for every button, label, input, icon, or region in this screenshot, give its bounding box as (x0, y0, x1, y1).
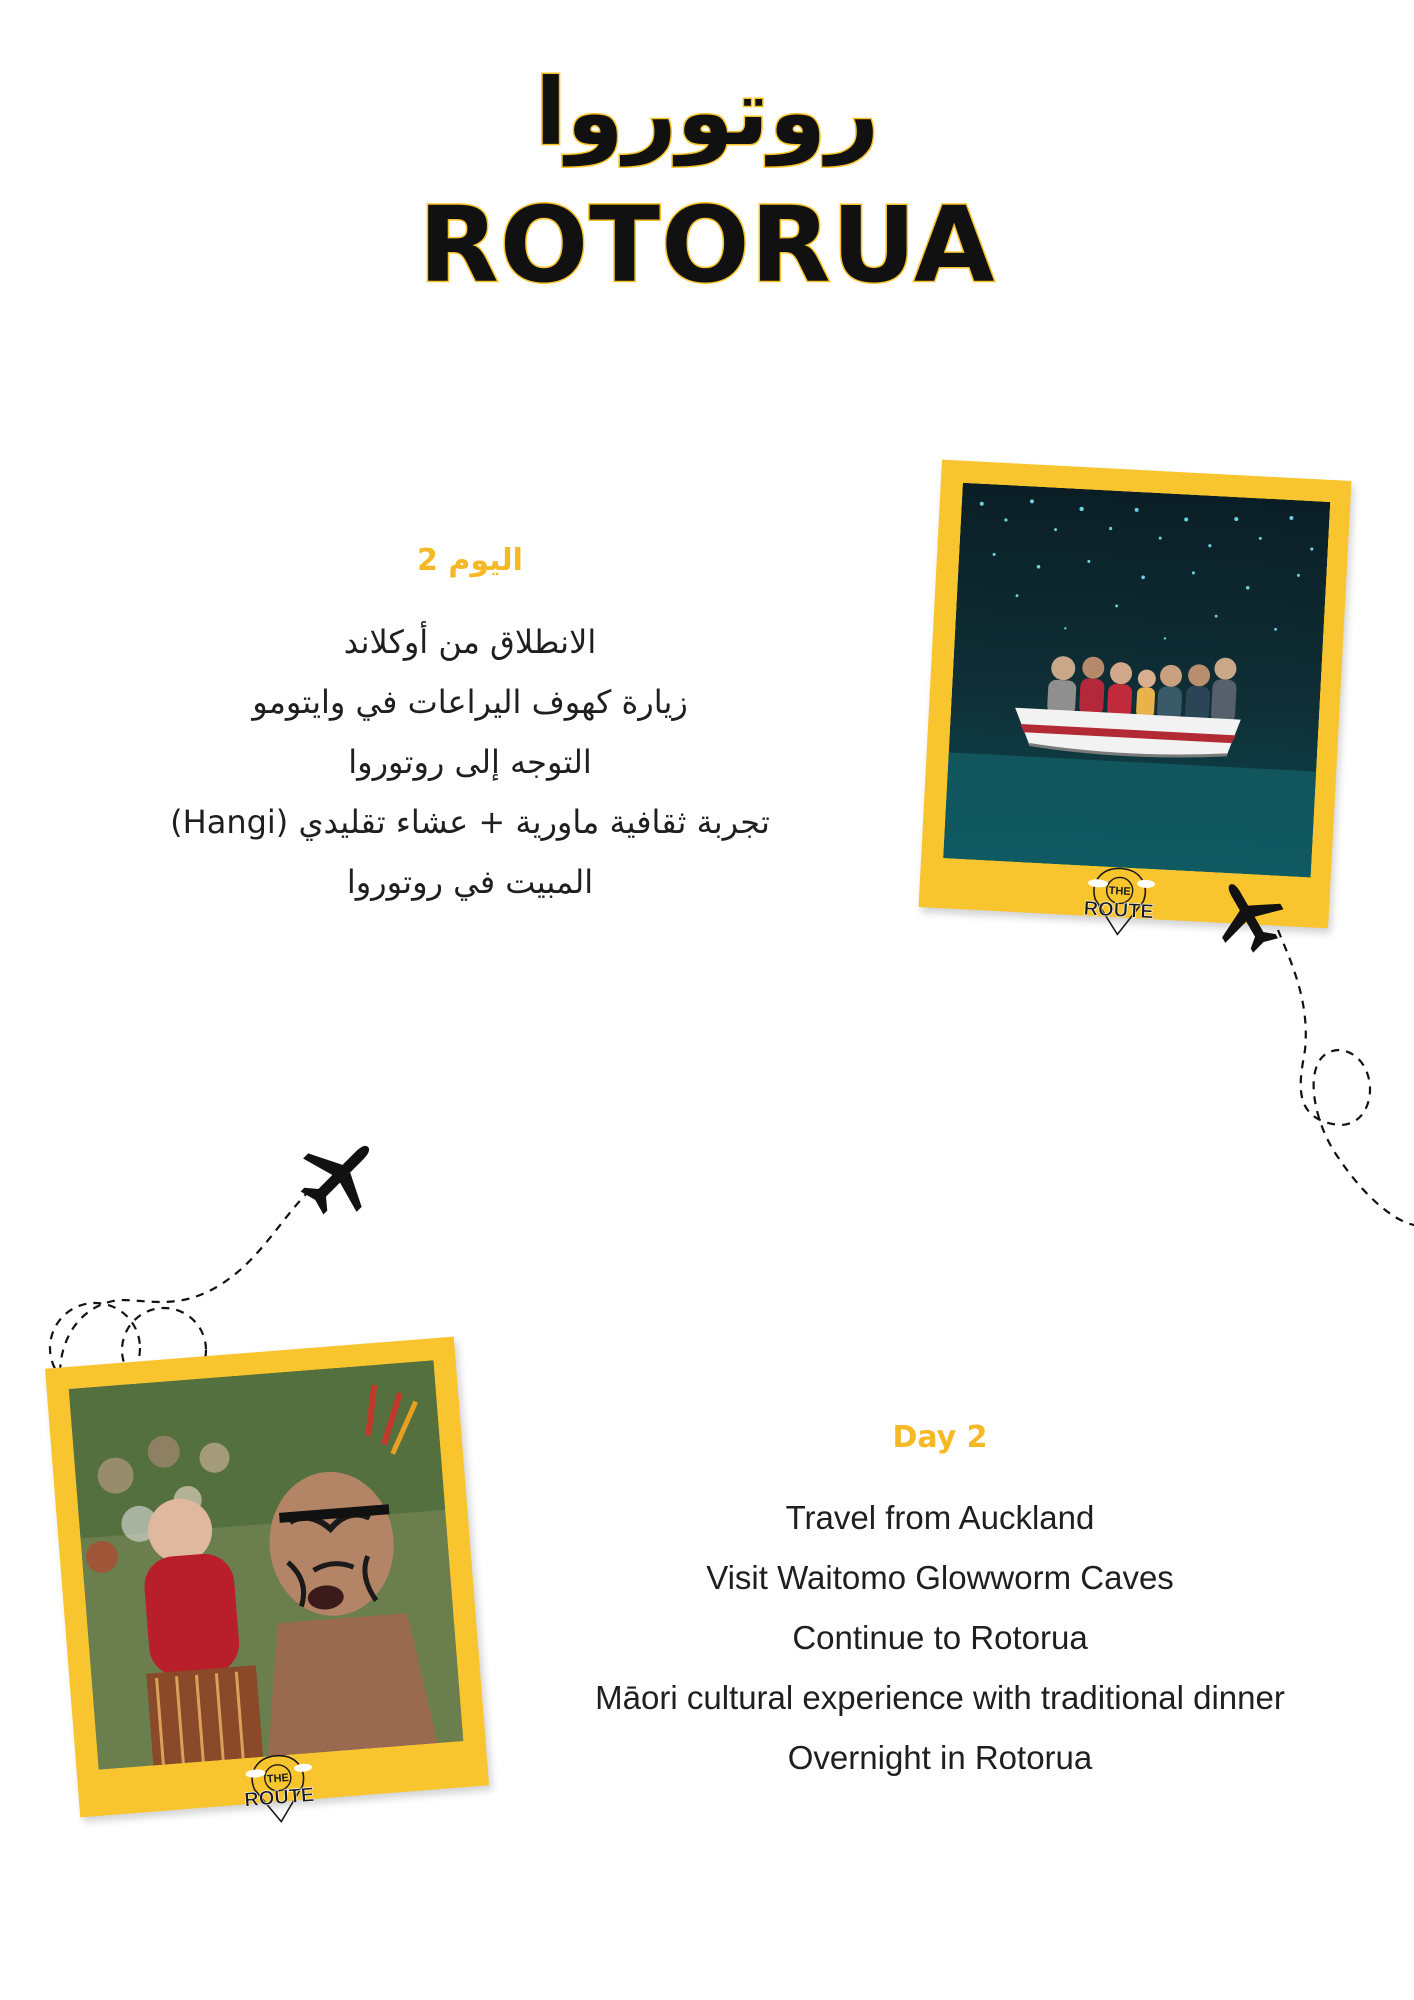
logo-text-route: ROUTE (1083, 897, 1155, 924)
airplane-icon (1208, 875, 1288, 955)
day-heading-arabic: اليوم 2 (417, 543, 523, 578)
list-item: زيارة كهوف اليراعات في وايتومو (252, 683, 688, 721)
airplane-icon (295, 1130, 385, 1220)
logo-text-the: THE (1108, 884, 1131, 899)
list-item: Continue to Rotorua (792, 1619, 1088, 1656)
photo-frame-glowworm-caves (919, 460, 1352, 929)
the-route-logo (1067, 862, 1171, 942)
list-item: تجربة ثقافية ماورية + عشاء تقليدي (Hangi) (170, 803, 770, 841)
the-route-logo (226, 1748, 332, 1831)
list-item: الانطلاق من أوكلاند (343, 623, 597, 661)
list-item: Māori cultural experience with traditional dinner (595, 1679, 1285, 1716)
logo-text-route: ROUTE (243, 1783, 316, 1812)
list-item: المبيت في روتوروا (346, 863, 594, 901)
maori-performer-photo (69, 1360, 464, 1770)
day-heading-english: Day 2 (892, 1420, 988, 1455)
photo-frame-maori-culture (45, 1337, 489, 1818)
page-title-arabic: روتوروا (534, 59, 880, 166)
list-item: Travel from Auckland (785, 1499, 1095, 1536)
list-item: Visit Waitomo Glowworm Caves (706, 1559, 1174, 1596)
page-title-english: ROTORUA (418, 184, 996, 306)
glowworm-cave-photo (943, 483, 1330, 878)
list-item: التوجه إلى روتوروا (348, 743, 592, 781)
logo-text-the: THE (266, 1771, 290, 1786)
list-item: Overnight in Rotorua (787, 1739, 1093, 1776)
